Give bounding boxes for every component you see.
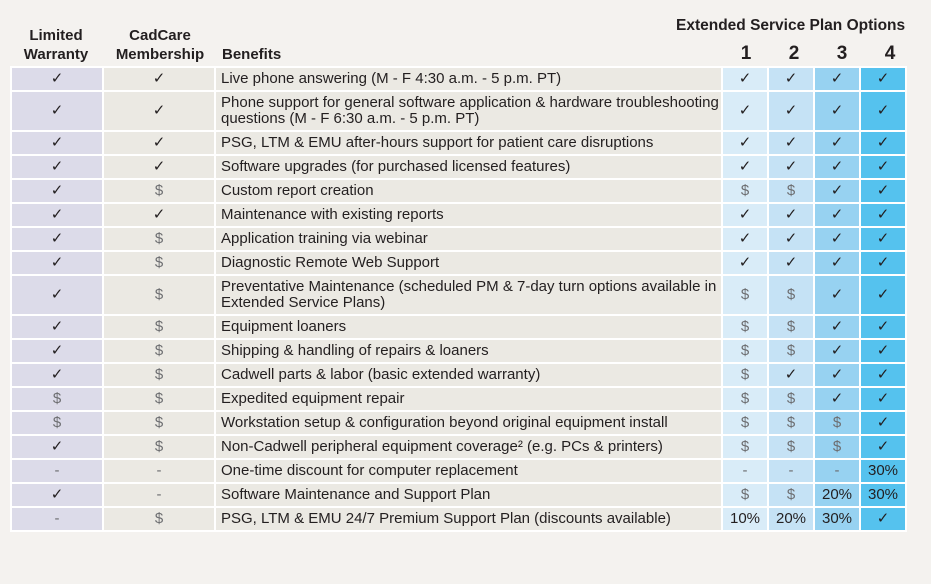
plan-4-cell: ✓ — [860, 91, 906, 131]
table-row — [11, 363, 906, 387]
plan-4-cell: ✓ — [860, 251, 906, 275]
table-row — [11, 507, 906, 531]
plan-1-cell: ✓ — [722, 91, 768, 131]
table-row — [11, 435, 906, 459]
plan-1-cell: 10% — [722, 507, 768, 531]
plan-3-cell: $ — [814, 435, 860, 459]
plan-2-cell: $ — [768, 387, 814, 411]
benefit-cell: Workstation setup & configuration beyond original equipment install — [215, 411, 722, 435]
limited-warranty-cell: ✓ — [11, 179, 103, 203]
plan-3-cell: ✓ — [814, 179, 860, 203]
plan-4-cell: ✓ — [860, 339, 906, 363]
table-row — [11, 339, 906, 363]
plan-3-cell: ✓ — [814, 91, 860, 131]
benefits-table — [10, 66, 907, 532]
limited-warranty-cell: ✓ — [11, 251, 103, 275]
cadcare-cell: ✓ — [103, 91, 215, 131]
table-row — [11, 387, 906, 411]
benefit-cell: Phone support for general software application & hardware troubleshooting questions (M - F 6:30 a.m. - 5 p.m. PT) — [215, 91, 722, 131]
benefit-cell: Application training via webinar — [215, 227, 722, 251]
limited-warranty-cell: $ — [11, 411, 103, 435]
plan-2-cell: $ — [768, 339, 814, 363]
plan-2-cell: ✓ — [768, 131, 814, 155]
benefit-cell: Software upgrades (for purchased licensed features) — [215, 155, 722, 179]
cadcare-cell: $ — [103, 227, 215, 251]
benefit-cell: Expedited equipment repair — [215, 387, 722, 411]
limited-warranty-cell: $ — [11, 387, 103, 411]
plan-3-cell: ✓ — [814, 251, 860, 275]
cadcare-cell: $ — [103, 275, 215, 315]
plan-1-cell: ✓ — [722, 251, 768, 275]
table-row — [11, 179, 906, 203]
plan-4-cell: ✓ — [860, 179, 906, 203]
plan-4-cell: ✓ — [860, 363, 906, 387]
plan-1-cell: $ — [722, 275, 768, 315]
benefit-cell: Preventative Maintenance (scheduled PM & 7-day turn options available in Extended Service Plans) — [215, 275, 722, 315]
cadcare-cell: $ — [103, 179, 215, 203]
benefit-cell: Diagnostic Remote Web Support — [215, 251, 722, 275]
plan-4-cell: ✓ — [860, 315, 906, 339]
plan-1-cell: $ — [722, 179, 768, 203]
plan-4-cell: ✓ — [860, 275, 906, 315]
cadcare-cell: $ — [103, 387, 215, 411]
limited-warranty-cell: ✓ — [11, 363, 103, 387]
plan-2-cell: ✓ — [768, 203, 814, 227]
limited-warranty-cell: - — [11, 507, 103, 531]
table-row — [11, 275, 906, 315]
benefit-cell: PSG, LTM & EMU 24/7 Premium Support Plan (discounts available) — [215, 507, 722, 531]
header-extended-service-plan-options: Extended Service Plan Options — [676, 17, 906, 34]
benefit-cell: Live phone answering (M - F 4:30 a.m. - 5 p.m. PT) — [215, 67, 722, 91]
limited-warranty-cell: ✓ — [11, 67, 103, 91]
limited-warranty-cell: ✓ — [11, 155, 103, 179]
benefit-cell: Cadwell parts & labor (basic extended warranty) — [215, 363, 722, 387]
plan-4-cell: ✓ — [860, 507, 906, 531]
table-row — [11, 67, 906, 91]
plan-2-cell: ✓ — [768, 363, 814, 387]
plan-2-cell: ✓ — [768, 155, 814, 179]
benefit-cell: PSG, LTM & EMU after-hours support for patient care disruptions — [215, 131, 722, 155]
limited-warranty-cell: ✓ — [11, 315, 103, 339]
plan-2-cell: $ — [768, 179, 814, 203]
limited-warranty-cell: ✓ — [11, 275, 103, 315]
plan-4-cell: ✓ — [860, 411, 906, 435]
benefit-cell: One-time discount for computer replacement — [215, 459, 722, 483]
cadcare-cell: ✓ — [103, 155, 215, 179]
header-plan-1: 1 — [740, 43, 752, 64]
limited-warranty-cell: ✓ — [11, 435, 103, 459]
benefit-cell: Software Maintenance and Support Plan — [215, 483, 722, 507]
table-row — [11, 459, 906, 483]
limited-warranty-cell: - — [11, 459, 103, 483]
plan-3-cell: ✓ — [814, 131, 860, 155]
plan-2-cell: - — [768, 459, 814, 483]
table-row — [11, 315, 906, 339]
plan-4-cell: ✓ — [860, 203, 906, 227]
plan-2-cell: $ — [768, 411, 814, 435]
plan-1-cell: $ — [722, 411, 768, 435]
cadcare-cell: ✓ — [103, 131, 215, 155]
header-plan-3: 3 — [836, 43, 848, 64]
cadcare-cell: - — [103, 459, 215, 483]
plan-1-cell: - — [722, 459, 768, 483]
cadcare-cell: $ — [103, 315, 215, 339]
cadcare-cell: $ — [103, 411, 215, 435]
plan-3-cell: ✓ — [814, 363, 860, 387]
limited-warranty-cell: ✓ — [11, 203, 103, 227]
plan-1-cell: ✓ — [722, 155, 768, 179]
plan-4-cell: ✓ — [860, 155, 906, 179]
plan-2-cell: $ — [768, 315, 814, 339]
plan-3-cell: 30% — [814, 507, 860, 531]
plan-1-cell: $ — [722, 363, 768, 387]
plan-2-cell: $ — [768, 483, 814, 507]
plan-4-cell: ✓ — [860, 131, 906, 155]
plan-3-cell: $ — [814, 411, 860, 435]
plan-2-cell: ✓ — [768, 67, 814, 91]
plan-4-cell: ✓ — [860, 227, 906, 251]
table-row — [11, 411, 906, 435]
header-plan-2: 2 — [788, 43, 800, 64]
table-row — [11, 483, 906, 507]
benefit-cell: Shipping & handling of repairs & loaners — [215, 339, 722, 363]
limited-warranty-cell: ✓ — [11, 483, 103, 507]
cadcare-cell: $ — [103, 435, 215, 459]
table-row — [11, 155, 906, 179]
plan-3-cell: ✓ — [814, 339, 860, 363]
plan-2-cell: ✓ — [768, 227, 814, 251]
plan-4-cell: 30% — [860, 483, 906, 507]
cadcare-cell: $ — [103, 339, 215, 363]
cadcare-cell: $ — [103, 507, 215, 531]
cadcare-cell: ✓ — [103, 67, 215, 91]
limited-warranty-cell: ✓ — [11, 131, 103, 155]
plan-1-cell: ✓ — [722, 227, 768, 251]
plan-3-cell: ✓ — [814, 275, 860, 315]
cadcare-cell: ✓ — [103, 203, 215, 227]
plan-1-cell: ✓ — [722, 203, 768, 227]
table-row — [11, 131, 906, 155]
plan-2-cell: $ — [768, 435, 814, 459]
header-plan-4: 4 — [884, 43, 896, 64]
plan-4-cell: ✓ — [860, 435, 906, 459]
benefit-cell: Equipment loaners — [215, 315, 722, 339]
plan-4-cell: ✓ — [860, 67, 906, 91]
plan-3-cell: - — [814, 459, 860, 483]
plan-3-cell: ✓ — [814, 387, 860, 411]
plan-4-cell: 30% — [860, 459, 906, 483]
plan-1-cell: $ — [722, 435, 768, 459]
plan-2-cell: ✓ — [768, 251, 814, 275]
plan-3-cell: ✓ — [814, 67, 860, 91]
plan-3-cell: ✓ — [814, 315, 860, 339]
header-benefits: Benefits — [222, 46, 282, 63]
header-cadcare-membership: CadCare Membership — [115, 27, 205, 63]
header-limited-warranty: Limited Warranty — [23, 27, 89, 63]
table-row — [11, 251, 906, 275]
plan-3-cell: ✓ — [814, 203, 860, 227]
cadcare-cell: $ — [103, 363, 215, 387]
plan-3-cell: 20% — [814, 483, 860, 507]
plan-1-cell: $ — [722, 483, 768, 507]
plan-3-cell: ✓ — [814, 155, 860, 179]
table-row — [11, 203, 906, 227]
plan-1-cell: ✓ — [722, 131, 768, 155]
benefit-cell: Non-Cadwell peripheral equipment coverage² (e.g. PCs & printers) — [215, 435, 722, 459]
benefit-cell: Maintenance with existing reports — [215, 203, 722, 227]
plan-1-cell: $ — [722, 339, 768, 363]
plan-1-cell: $ — [722, 387, 768, 411]
table-row — [11, 91, 906, 131]
plan-2-cell: ✓ — [768, 91, 814, 131]
plan-3-cell: ✓ — [814, 227, 860, 251]
plan-1-cell: ✓ — [722, 67, 768, 91]
plan-1-cell: $ — [722, 315, 768, 339]
limited-warranty-cell: ✓ — [11, 227, 103, 251]
plan-4-cell: ✓ — [860, 387, 906, 411]
benefit-cell: Custom report creation — [215, 179, 722, 203]
cadcare-cell: $ — [103, 251, 215, 275]
plan-2-cell: $ — [768, 275, 814, 315]
cadcare-cell: - — [103, 483, 215, 507]
limited-warranty-cell: ✓ — [11, 91, 103, 131]
table-row — [11, 227, 906, 251]
limited-warranty-cell: ✓ — [11, 339, 103, 363]
plan-2-cell: 20% — [768, 507, 814, 531]
